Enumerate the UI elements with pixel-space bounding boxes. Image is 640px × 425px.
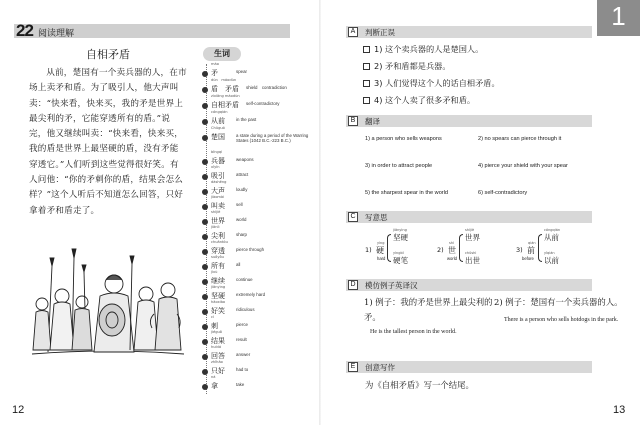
glossary-pinyin: jiàomài xyxy=(211,195,225,199)
section-b-title: 翻译 xyxy=(365,117,380,126)
bullet-icon xyxy=(202,189,208,195)
example-chinese: 1) 例子：我的矛是世界上最尖利的矛。 xyxy=(364,297,493,322)
glossary-definition: continue xyxy=(236,277,253,282)
bullet-icon xyxy=(202,71,208,77)
glossary-pinyin: chuāntòu xyxy=(211,240,228,244)
glossary-definition: in the past xyxy=(236,117,257,122)
bullet-icon xyxy=(202,309,208,315)
bullet-icon xyxy=(202,324,208,330)
glossary-definition: all xyxy=(236,262,241,267)
true-false-text: 1) 这个卖兵器的人是楚国人。 xyxy=(374,44,484,54)
glossary-word: 自相矛盾 xyxy=(211,101,239,109)
glossary-definition: self-contradictory xyxy=(246,101,280,106)
glossary-word: 吸引 xyxy=(211,172,225,180)
glossary-pinyin: Chǔguó xyxy=(211,126,225,130)
bullet-icon xyxy=(202,87,208,93)
creative-prompt: 为《自相矛盾》写一个结尾。 xyxy=(365,380,474,390)
book-spine xyxy=(319,0,321,425)
meaning-pinyin: qián xyxy=(528,241,536,245)
glossary-word: 矛 xyxy=(211,69,218,77)
glossary-definition: world xyxy=(236,217,247,222)
bullet-icon xyxy=(202,159,208,165)
glossary-definition: pierce through xyxy=(236,247,265,252)
glossary-word: 只好 xyxy=(211,367,225,375)
example-english: He is the tallest person in the world. xyxy=(370,329,457,335)
bullet-icon xyxy=(202,234,208,240)
glossary-pinyin: máo xyxy=(211,62,219,66)
meaning-english: hard xyxy=(377,256,386,261)
glossary-definition: attract xyxy=(236,172,249,177)
glossary-word: 坚硬 xyxy=(211,292,225,300)
market-illustration xyxy=(28,244,186,359)
story-text xyxy=(29,66,187,219)
glossary-pinyin: cóngqián xyxy=(211,110,228,114)
glossary-definition: result xyxy=(236,337,247,342)
bullet-icon xyxy=(202,135,208,141)
true-false-text: 4) 这个人卖了很多矛和盾。 xyxy=(374,95,476,105)
brace xyxy=(538,234,542,262)
bullet-icon xyxy=(202,369,208,375)
meaning-label: 2) xyxy=(437,246,444,254)
checkbox[interactable] xyxy=(363,63,370,70)
glossary-pinyin: suǒyǒu xyxy=(211,255,224,259)
checkbox[interactable] xyxy=(363,97,370,104)
bullet-icon xyxy=(202,119,208,125)
glossary-pinyin: zìxiāng máodùn xyxy=(211,94,240,98)
glossary-definition: a state during a period of the Warring States (1042 B.C.-223 B.C.) xyxy=(236,133,309,143)
glossary-word: 继续 xyxy=(211,277,225,285)
section-c-title: 写意思 xyxy=(365,213,388,222)
translate-item: 4) pierce your shield with your spear xyxy=(478,163,568,169)
glossary-pinyin: huídá xyxy=(211,345,222,349)
brace xyxy=(387,234,391,262)
glossary-heading: 生词 xyxy=(203,47,241,61)
glossary-word: 兵器 xyxy=(211,157,225,165)
glossary-pinyin: shìjiè xyxy=(211,210,221,214)
bullet-icon xyxy=(202,354,208,360)
glossary-word: 拿 xyxy=(211,382,218,390)
meaning-word: 坚硬 xyxy=(393,233,408,242)
glossary-word: 叫卖 xyxy=(211,202,225,210)
bullet-icon xyxy=(202,264,208,270)
glossary-item xyxy=(202,300,312,318)
bullet-icon xyxy=(202,339,208,345)
meaning-word: 硬笔 xyxy=(393,256,408,265)
glossary-word: 大声 xyxy=(211,187,225,195)
glossary-pinyin: dùn máodùn xyxy=(211,78,237,82)
section-c-letter: C xyxy=(348,212,358,222)
glossary-definition: answer xyxy=(236,352,251,357)
word-pinyin: chūshì xyxy=(465,251,477,255)
glossary-definition: shield contradiction xyxy=(246,85,287,90)
glossary-pinyin: jiānyìng xyxy=(211,285,226,289)
true-false-item xyxy=(363,44,483,55)
story-title: 自相矛盾 xyxy=(86,48,130,61)
translate-item: 6) self-contradictory xyxy=(478,190,528,196)
section-b-bar xyxy=(346,115,592,127)
glossary-definition: sharp xyxy=(236,232,247,237)
meaning-char: 前 xyxy=(527,246,535,255)
meaning-english: before xyxy=(522,256,534,261)
meaning-label: 3) xyxy=(516,246,523,254)
translate-item: 5) the sharpest spear in the world xyxy=(365,190,449,196)
translate-item: 3) in order to attract people xyxy=(365,163,433,169)
glossary-definition: take xyxy=(236,382,245,387)
glossary-definition: ridiculous xyxy=(236,307,255,312)
example-chinese: 2) 例子：楚国有一个卖兵器的人。 xyxy=(494,297,623,307)
bullet-icon xyxy=(202,294,208,300)
glossary-word: 回答 xyxy=(211,352,225,360)
bullet-icon xyxy=(202,103,208,109)
meaning-english: world xyxy=(447,256,458,261)
glossary-word: 穿透 xyxy=(211,247,225,255)
section-b-letter: B xyxy=(348,116,358,126)
glossary-pinyin: ná xyxy=(211,375,216,379)
meaning-word: 出世 xyxy=(465,256,480,265)
section-a-title: 判断正误 xyxy=(365,28,395,37)
bullet-icon xyxy=(202,384,208,390)
meaning-word: 从前 xyxy=(544,233,559,242)
glossary-definition: sell xyxy=(236,202,243,207)
section-d-title: 模仿例子英译汉 xyxy=(365,281,418,290)
word-pinyin: jiānyìng xyxy=(393,228,407,232)
glossary-definition: had to xyxy=(236,367,249,372)
glossary-pinyin: bīngqì xyxy=(211,150,223,154)
glossary-item xyxy=(202,360,312,378)
true-false-item xyxy=(363,78,500,89)
glossary-definition: weapons xyxy=(236,157,254,162)
glossary-word: 盾 矛盾 xyxy=(211,85,239,93)
brace xyxy=(459,234,463,262)
glossary-word: 刺 xyxy=(211,322,218,330)
glossary-definition: pierce xyxy=(236,322,248,327)
bullet-icon xyxy=(202,279,208,285)
word-pinyin: yǐqián xyxy=(544,251,555,255)
story-paragraph: 从前，楚国有一个卖兵器的人，在市场上卖矛和盾。为了吸引人，他大声叫卖：“快来看，快来买，我的矛是世界上最尖利的矛，它能穿透所有的盾。”说完，他又继续叫卖：“快来看，快来买，我的盾是世界上最坚硬的盾，没有矛能穿透它。”人们听到这些觉得很好笑。有人问他：“你的矛刺你的盾，结果会怎么样？”这个人听后不知道怎么回答，只好拿着矛和盾走了。 xyxy=(29,68,187,216)
glossary-pinyin: cì xyxy=(211,315,214,319)
section-e-letter: E xyxy=(348,362,358,372)
glossary-pinyin: hǎoxiào xyxy=(211,300,226,304)
glossary-pinyin: dàshēng xyxy=(211,180,227,184)
page-number-right: 13 xyxy=(613,404,626,416)
meaning-pinyin: shì xyxy=(449,241,455,245)
glossary-pinyin: jìxù xyxy=(211,270,218,274)
bullet-icon xyxy=(202,219,208,225)
glossary-word: 尖利 xyxy=(211,232,225,240)
true-false-text: 3) 人们觉得这个人的话自相矛盾。 xyxy=(374,78,500,88)
translate-item: 1) a person who sells weapons xyxy=(365,136,442,142)
true-false-text: 2) 矛和盾都是兵器。 xyxy=(374,61,451,71)
section-e-title: 创意写作 xyxy=(365,363,395,372)
checkbox[interactable] xyxy=(363,46,370,53)
word-pinyin: shìjiè xyxy=(465,228,475,232)
word-pinyin: cóngqián xyxy=(544,228,561,232)
meaning-label: 1) xyxy=(365,246,372,254)
word-pinyin: yìngbǐ xyxy=(393,251,404,255)
bullet-icon xyxy=(202,174,208,180)
glossary-word: 从前 xyxy=(211,117,225,125)
glossary-definition: extremely hard xyxy=(236,292,266,297)
chapter-number: 22 xyxy=(16,21,33,40)
glossary-item xyxy=(202,255,312,273)
bullet-icon xyxy=(202,204,208,210)
glossary-item xyxy=(202,375,312,393)
meaning-char: 世 xyxy=(448,246,456,255)
section-d-letter: D xyxy=(348,280,358,290)
meaning-word: 以前 xyxy=(544,256,559,265)
glossary-definition: spear xyxy=(236,69,247,74)
meaning-char: 硬 xyxy=(376,246,384,255)
translate-item: 2) no spears can pierce through it xyxy=(478,136,562,142)
glossary-pinyin: jiānlì xyxy=(211,225,220,229)
example-english: There is a person who sells hotdogs in the park. xyxy=(504,317,619,323)
true-false-item xyxy=(363,61,451,72)
glossary-pinyin: jiéguǒ xyxy=(211,330,222,334)
chapter-title: 阅读理解 xyxy=(38,29,75,39)
glossary-word: 好笑 xyxy=(211,307,225,315)
glossary-definition: loudly xyxy=(236,187,248,192)
glossary-word: 所有 xyxy=(211,262,225,270)
glossary-item xyxy=(202,126,312,152)
bullet-icon xyxy=(202,249,208,255)
glossary-word: 世界 xyxy=(211,217,225,225)
section-a-letter: A xyxy=(348,27,358,37)
glossary-word: 结果 xyxy=(211,337,225,345)
glossary-pinyin: xīyǐn xyxy=(211,165,220,169)
checkbox[interactable] xyxy=(363,80,370,87)
meaning-word: 世界 xyxy=(465,233,480,242)
glossary-pinyin: zhǐhǎo xyxy=(211,360,223,364)
page-number-left: 12 xyxy=(12,404,25,416)
chapter-tab: 1 xyxy=(597,0,640,36)
glossary-word: 楚国 xyxy=(211,133,225,141)
meaning-pinyin: yìng xyxy=(377,241,385,245)
true-false-item xyxy=(363,95,475,106)
